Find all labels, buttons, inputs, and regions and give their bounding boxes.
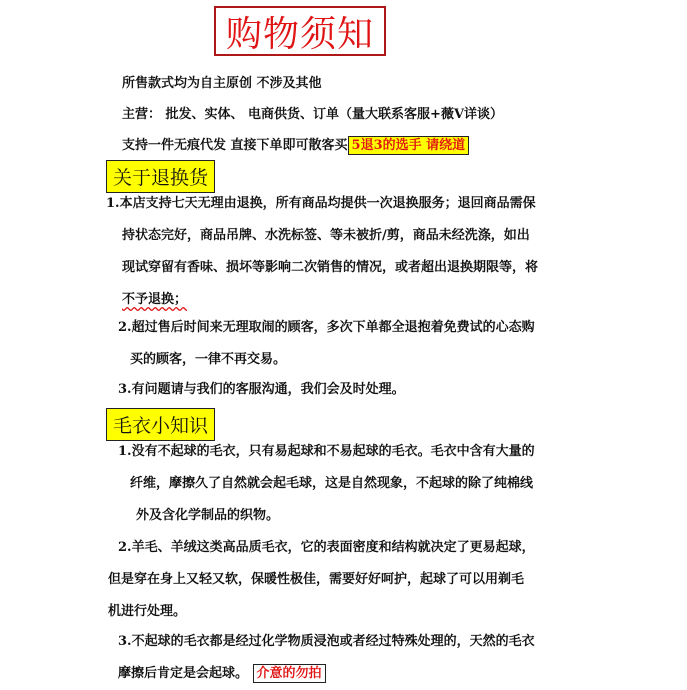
tips-item-1-line-1: 1.没有不起球的毛衣，只有易起球和不易起球的毛衣。毛衣中含有大量的 xyxy=(118,444,535,459)
returns-item-1-line-3: 现试穿留有香味、损坏等影响二次销售的情况，或者超出退换期限等，将 xyxy=(122,260,539,275)
tips-item-1-line-2: 纤维，摩擦久了自然就会起毛球，这是自然现象，不起球的除了纯棉线 xyxy=(130,476,534,491)
intro-line-business: 主营： 批发、实体、 电商供货、订单（量大联系客服+薇Ⅴ详谈） xyxy=(122,107,504,122)
tips-item-2-line-1: 2.羊毛、羊绒这类高品质毛衣，它的表面密度和结构就决定了更易起球， xyxy=(118,540,535,555)
intro-line-dropship xyxy=(122,134,469,153)
tips-item-3-line-2-text: 摩擦后肯定是会起球。 xyxy=(118,666,249,681)
tips-item-3-line-2 xyxy=(108,658,535,690)
returns-item-3 xyxy=(118,374,405,406)
returns-item-1 xyxy=(106,188,538,316)
tips-item-2-line-3: 机进行处理。 xyxy=(108,604,187,619)
returns-item-2 xyxy=(118,312,535,376)
section-heading-returns: 关于退换货 xyxy=(106,160,215,193)
tips-item-1-line-3: 外及含化学制品的织物。 xyxy=(136,508,280,523)
page-title: 购物须知 xyxy=(214,6,386,56)
returns-item-1-line-1: 1.本店支持七天无理由退换，所有商品均提供一次退换服务；退回商品需保 xyxy=(106,196,536,211)
tips-item-2 xyxy=(108,532,535,628)
intro-line-original: 所售款式均为自主原创 不涉及其他 xyxy=(122,76,322,91)
returns-item-3-line-1: 3.有问题请与我们的客服沟通，我们会及时处理。 xyxy=(118,382,405,397)
section-heading-sweater-tips: 毛衣小知识 xyxy=(106,408,215,441)
returns-item-1-line-4: 不予退换； xyxy=(122,292,188,307)
intro-dropship-text: 支持一件无痕代发 直接下单即可散客买 xyxy=(122,138,348,153)
tips-item-3 xyxy=(108,626,535,690)
tips-item-2-line-2: 但是穿在身上又轻又软，保暖性极佳，需要好好呵护，起球了可以用剃毛 xyxy=(108,572,525,587)
warning-highlight: 5退3的选手 请绕道 xyxy=(348,136,470,155)
tips-item-1 xyxy=(118,436,535,532)
caution-tag: 介意的勿拍 xyxy=(253,664,326,683)
tips-item-3-line-1: 3.不起球的毛衣都是经过化学物质浸泡或者经过特殊处理的，天然的毛衣 xyxy=(118,634,535,649)
returns-item-2-line-2: 买的顾客，一律不再交易。 xyxy=(130,352,287,367)
returns-item-1-line-2: 持状态完好，商品吊牌、水洗标签、等未被折/剪，商品未经洗涤，如出 xyxy=(122,228,530,243)
returns-item-2-line-1: 2.超过售后时间来无理取闹的顾客，多次下单都全退抱着免费试的心态购 xyxy=(118,320,535,335)
